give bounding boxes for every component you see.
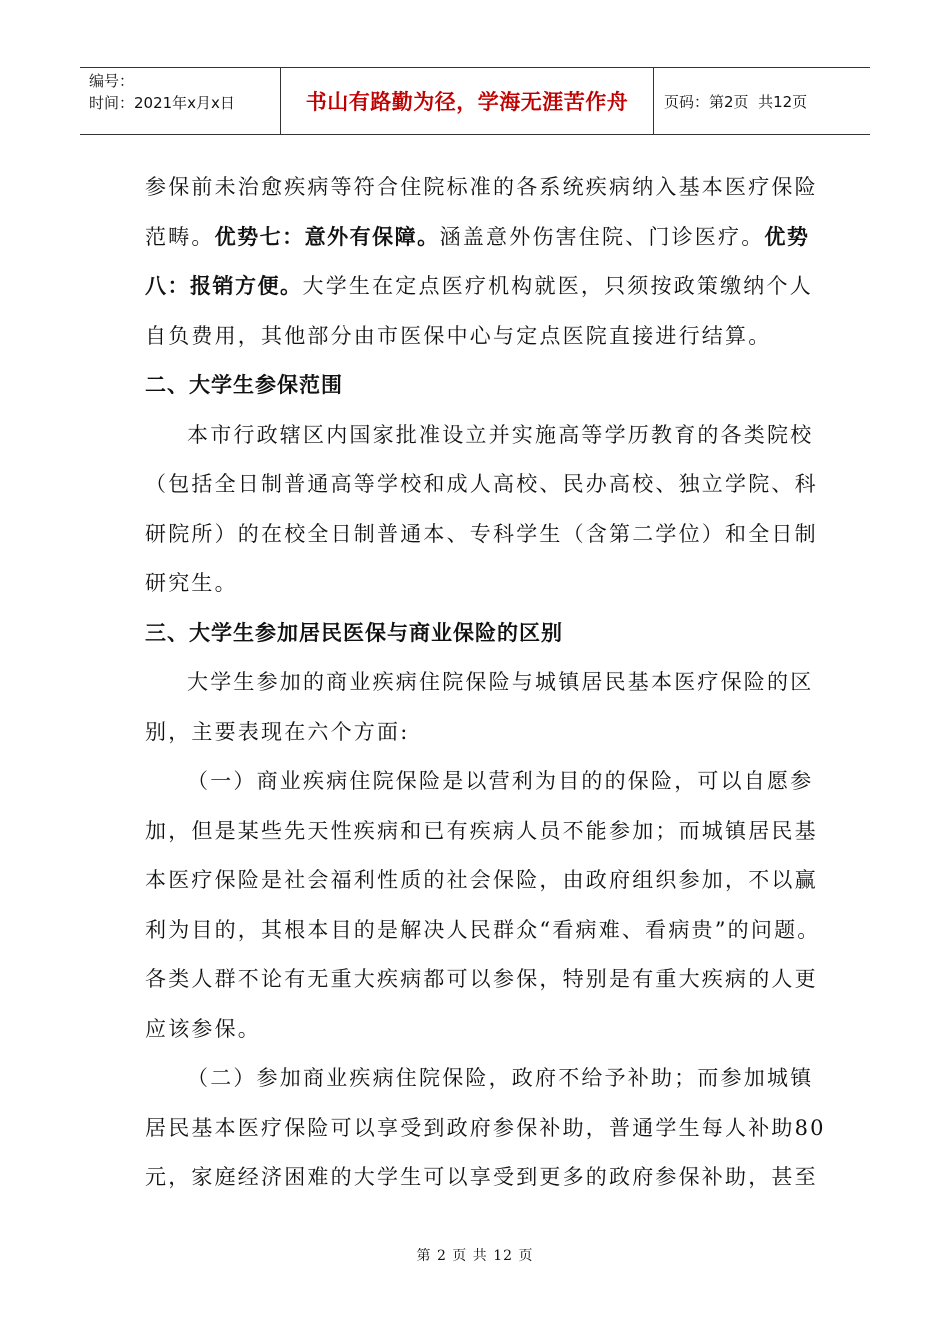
header-motto-cell [281,68,654,134]
paragraph-line: 别，主要表现在六个方面: [145,719,410,744]
section-heading: 二、大学生参保范围 [145,373,343,397]
page-header [80,67,870,135]
bold-text-run: 八：报销方便。 [145,274,303,298]
header-meta [80,68,281,134]
document-body [145,163,826,1203]
document-date-label: 时间：2021年x月x日 [89,94,235,112]
paragraph-line: 研院所）的在校全日制普通本、专科学生（含第二学位）和全日制 [145,521,818,546]
paragraph-line: 自负费用，其他部分由市医保中心与定点医院直接进行结算。 [145,323,772,348]
paragraph-line: 本市行政辖区内国家批准设立并实施高等学历教育的各类院校 [187,422,814,447]
bold-text-run: 优势七：意外有保障。 [214,224,440,249]
header-page-number: 页码：第2页 共12页 [664,92,808,111]
paragraph-line: （一）商业疾病住院保险是以营利为目的的保险，可以自愿参 [187,769,814,793]
section-heading: 三、大学生参加居民医保与商业保险的区别 [145,620,563,645]
bold-text-run: 优势 [764,224,810,249]
paragraph-line: （包括全日制普通高等学校和成人高校、民办高校、独立学院、科 [145,472,818,496]
document-number-label: 编号： [89,72,135,90]
text-run: 范畴。 [145,224,215,249]
paragraph-line: 本医疗保险是社会福利性质的社会保险，由政府组织参加，不以赢 [145,868,818,892]
paragraph-line: 居民基本医疗保险可以享受到政府参保补助，普通学生每人补助80 [145,1115,826,1140]
paragraph-line: （二）参加商业疾病住院保险，政府不给予补助；而参加城镇 [187,1066,814,1090]
paragraph-line: 大学生参加的商业疾病住院保险与城镇居民基本医疗保险的区 [187,670,814,694]
paragraph-line: 各类人群不论有无重大疾病都可以参保，特别是有重大疾病的人更 [145,967,818,991]
paragraph-line: 加，但是某些先天性疾病和已有疾病人员不能参加；而城镇居民基 [145,818,818,843]
text-run: 大学生在定点医疗机构就医，只须按政策缴纳个人 [302,274,813,298]
paragraph-line: 参保前未治愈疾病等符合住院标准的各系统疾病纳入基本医疗保险 [145,175,818,199]
paragraph-line: 研究生。 [145,571,238,595]
paragraph-line: 利为目的，其根本目的是解决人民群众“看病难、看病贵”的问题。 [145,917,821,942]
paragraph-line: 元，家庭经济困难的大学生可以享受到更多的政府参保补助，甚至 [145,1165,818,1189]
page-footer: 第 2 页 共 12 页 [416,1248,534,1264]
header-motto: 书山有路勤为径，学海无涯苦作舟 [305,90,629,114]
paragraph-line [145,262,815,312]
paragraph-line: 应该参保。 [145,1016,261,1041]
paragraph-line [145,213,815,263]
text-run: 涵盖意外伤害住院、门诊医疗。 [439,224,765,249]
